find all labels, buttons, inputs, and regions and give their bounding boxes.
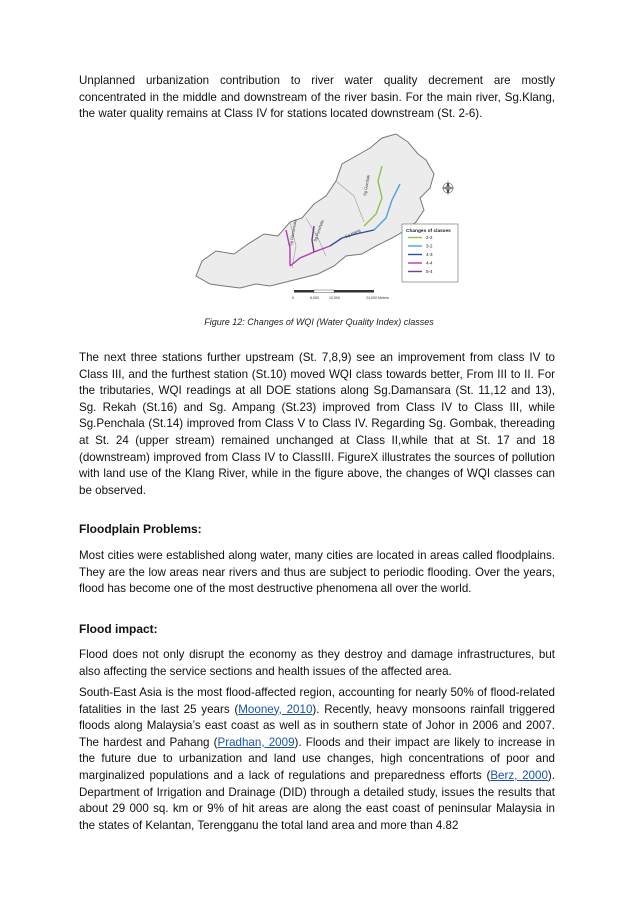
- scale-label-12000: 12,000: [329, 296, 340, 300]
- p5-text-c: ). Floods and their impact are likely to increase in the future due to urbanization and land use changes, high concentrations of poor and marginalized populations and a lack of regulations and preparedness efforts (: [79, 735, 555, 782]
- legend-label-5-4: 5-4: [426, 269, 433, 274]
- river-label-damansara: Sg Damansara: [288, 219, 298, 247]
- legend-label-4-4: 4-4: [426, 260, 433, 266]
- p5-text-a: South-East Asia is the most flood-affected region, accounting for nearly 50% of flood-related fatalities in the last 25 years (: [79, 686, 555, 716]
- map-legend: [402, 224, 458, 282]
- scale-label-0: 0: [292, 296, 294, 300]
- river-label-klang: Sg Klang: [344, 227, 362, 239]
- scale-label-6000: 6,000: [310, 296, 319, 300]
- legend-label-2-2: 2-2: [426, 235, 433, 240]
- paragraph-stations: The next three stations further upstream (St. 7,8,9) see an improvement from class IV to Class III, and the furthest station (St.10) moved WQI class towards better, From III to II. For the tributaries, WQI readings at all DOE stations along Sg.Damansara (St. 11,12 and 13), Sg. Rekah (St.16) and Sg. Ampang (St.23) improved from Class IV to Class III, while Sg.Penchala (St.14) improved from Class V to Class IV. Regarding Sg. Gombak, thereading at St. 24 (upper stream) remained unchanged at Class II,while that at St. 17 and 18 (downstream) improved from Class IV to ClassIII. FigureX illustrates the sources of pollution with land use of the Klang River, while in the figure above, the changes of WQI classes can be observed.: [79, 351, 555, 497]
- wqi-map-figure: [186, 126, 462, 306]
- paragraph-southeast-asia: [79, 685, 555, 834]
- river-label-gombak: Sg Gombak: [362, 174, 371, 197]
- river-label-penchala: Sg Penchala: [312, 219, 325, 243]
- paragraph-urbanization: Unplanned urbanization contribution to river water quality decrement are mostly concentrated in the middle and downstream of the river basin. For the main river, Sg.Klang, the water quality remains at Class IV for stations located downstream (St. 2-6).: [79, 74, 555, 121]
- figure-caption: Figure 12: Changes of WQI (Water Quality Index) classes: [204, 317, 434, 327]
- citation-mooney-link[interactable]: Mooney, 2010: [238, 702, 313, 716]
- scale-seg: [334, 290, 374, 293]
- heading-floodplain: Floodplain Problems:: [79, 522, 202, 536]
- legend-label-4-3: 4-3: [426, 252, 433, 257]
- scale-seg: [314, 290, 334, 293]
- legend-title: Changes of classes: [406, 229, 451, 234]
- paragraph-flood-impact: Flood does not only disrupt the economy as they destroy and damage infrastructures, but also affecting the service sections and health issues of the affected area.: [79, 648, 555, 678]
- citation-pradhan-link[interactable]: Pradhan, 2009: [217, 735, 295, 749]
- scale-label-24000: 24,000 Meters: [366, 296, 389, 300]
- citation-berz-link[interactable]: Berz, 2000: [490, 768, 548, 782]
- p5-text-d: ). Department of Irrigation and Drainage (DID) through a detailed study, issues the results that about 29 000 sq. km or 9% of hit areas are along the east coast of peninsular Malaysia in the states of Kelantan, Terengganu the total land area and more than 4.82: [79, 768, 555, 832]
- p5-text-b: ). Recently, heavy monsoons rainfall triggered floods along Malaysia’s east coast as well as in southern state of Johor in 2006 and 2007. The hardest and Pahang (: [79, 702, 555, 749]
- scale-seg: [294, 290, 314, 293]
- paragraph-floodplain: Most cities were established along water, many cities are located in areas called floodplains. They are the low areas near rivers and thus are subject to periodic flooding. Over the years, flood has become one of the most destructive phenomena all over the world.: [79, 549, 555, 596]
- legend-label-3-2: 3-2: [426, 243, 433, 249]
- heading-flood-impact: Flood impact:: [79, 622, 158, 636]
